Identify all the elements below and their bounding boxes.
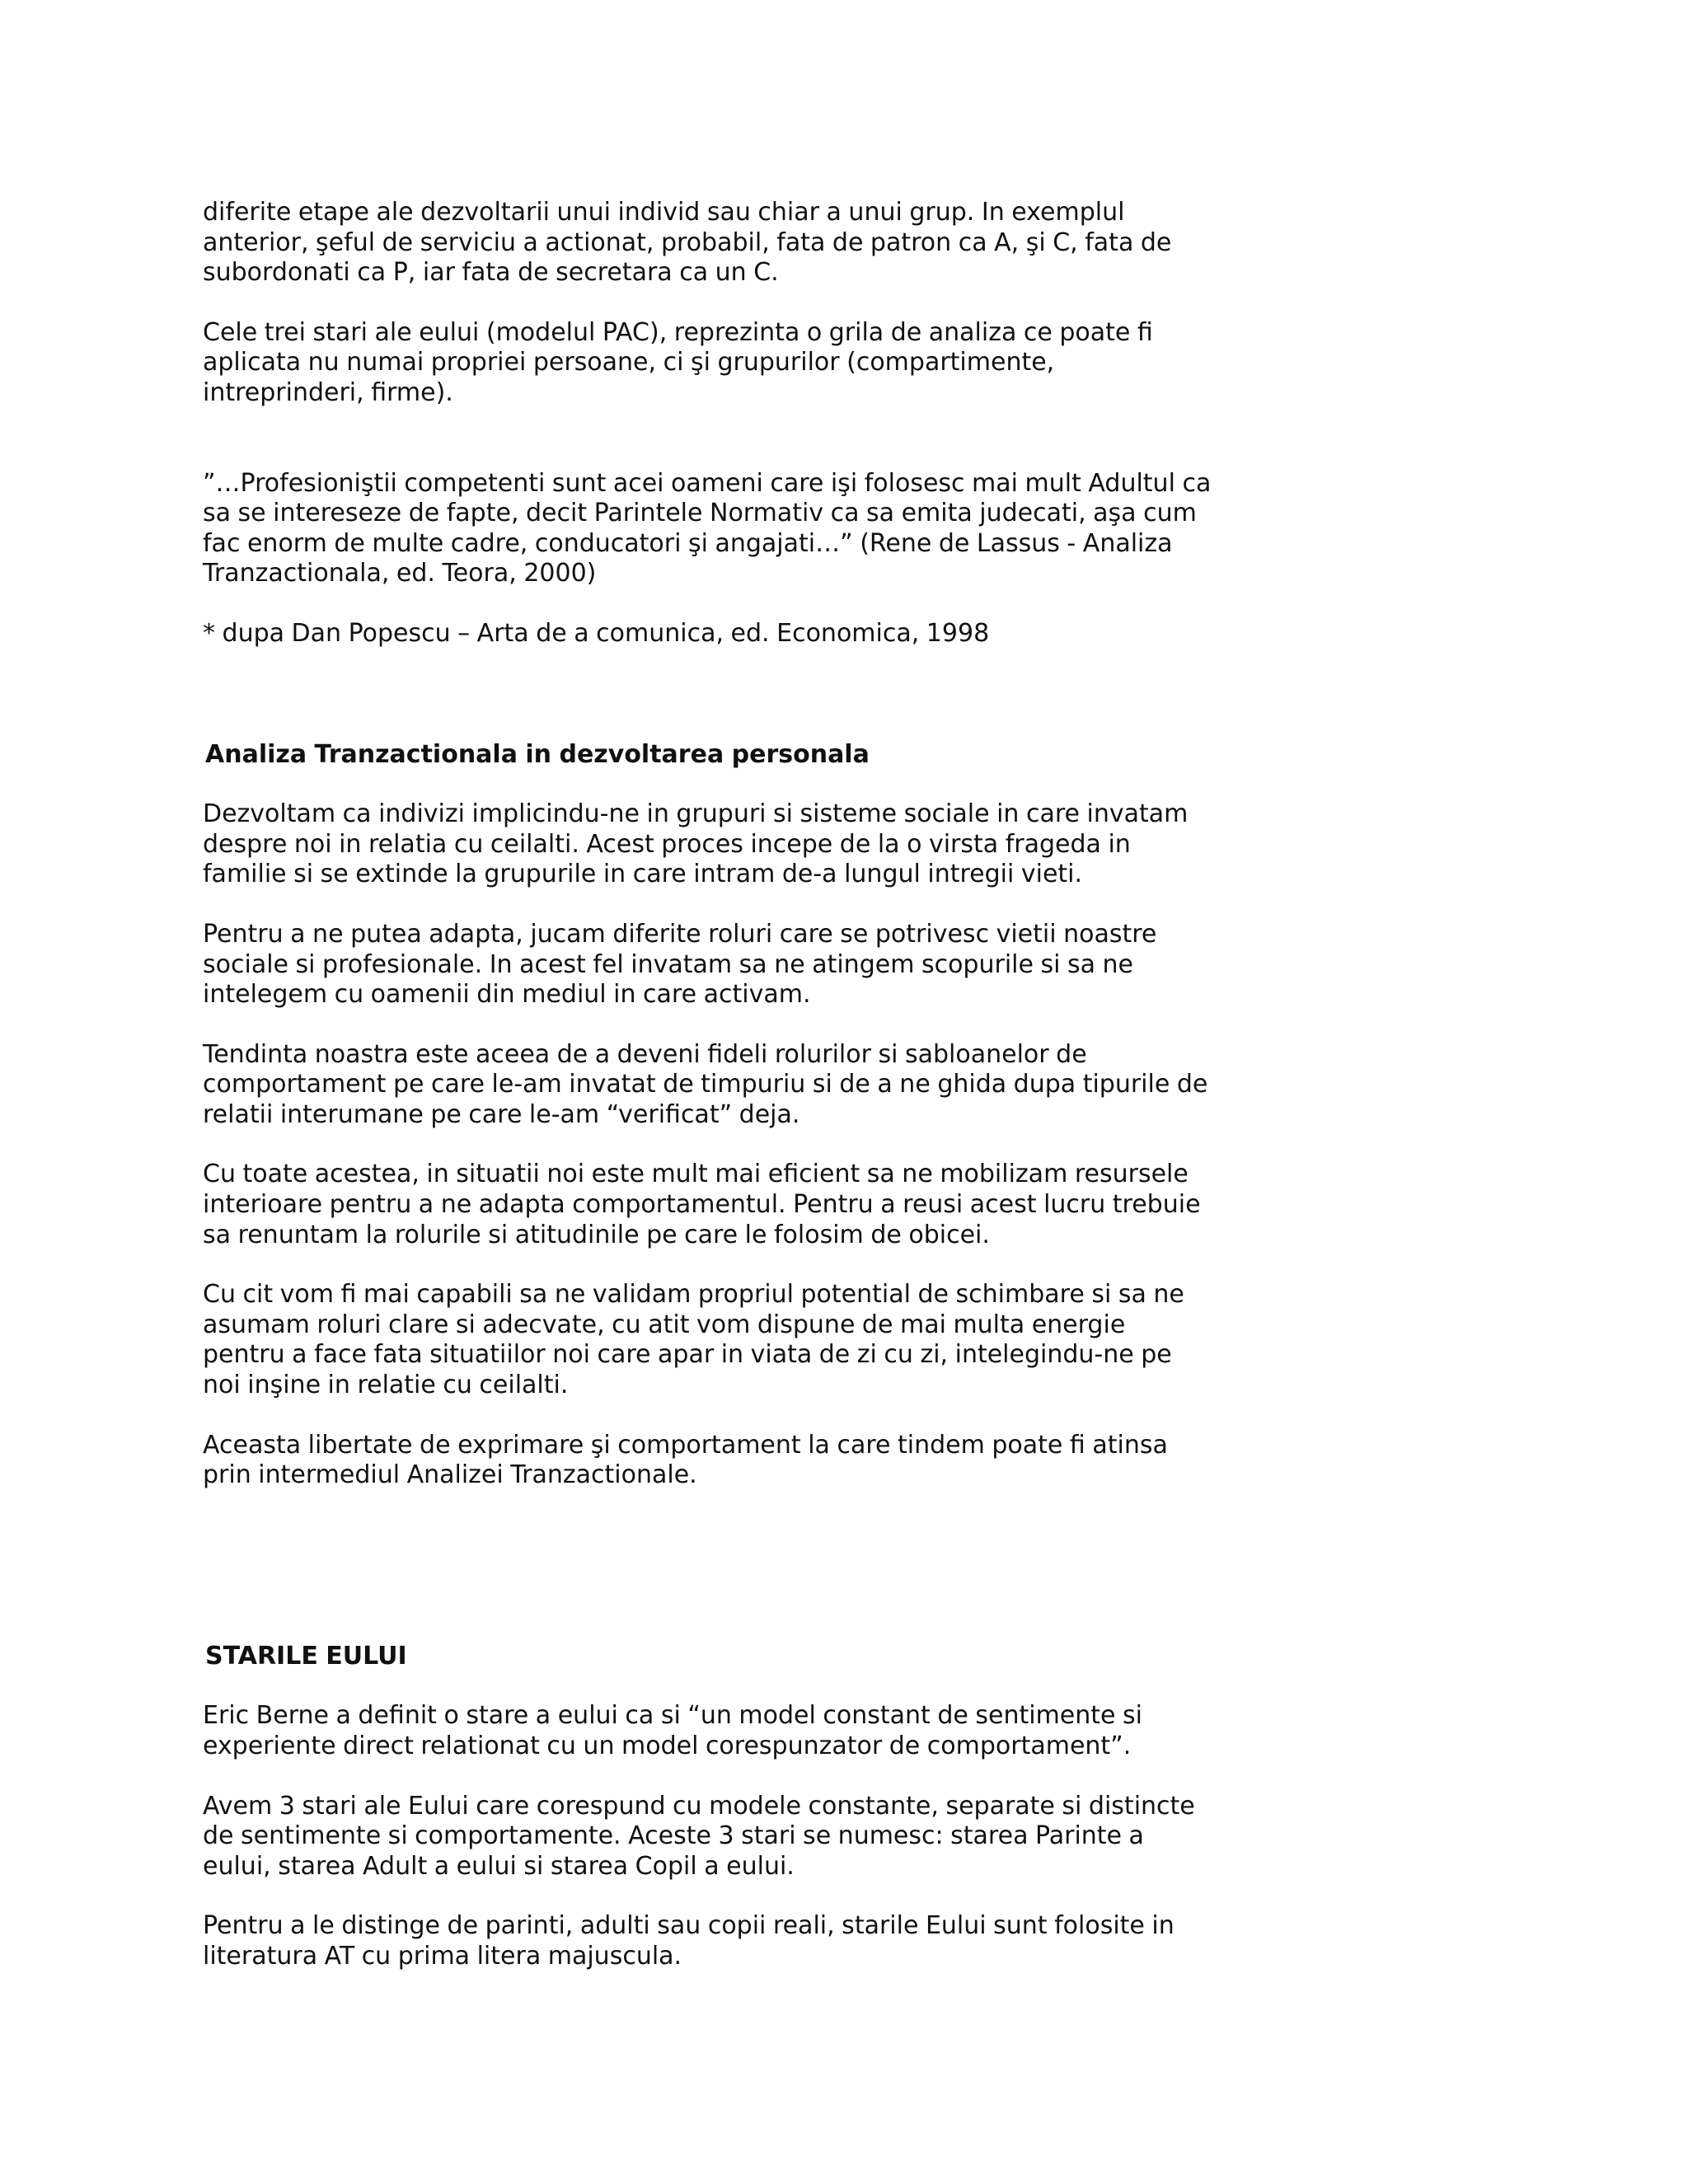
section-heading-personal-development: Analiza Tranzactionala in dezvoltarea personala: [205, 739, 870, 769]
text-line: aplicata nu numai propriei persoane, ci şi grupurilor (compartimente,: [203, 348, 1055, 377]
text-line: comportament pe care le-am invatat de timpuriu si de a ne ghida dupa tipurile de: [203, 1070, 1208, 1099]
source-note: * dupa Dan Popescu – Arta de a comunica, ed. Economica, 1998: [203, 618, 990, 648]
text-line: sa se intereseze de fapte, decit Parintele Normativ ca sa emita judecati, aşa cum: [203, 499, 1197, 528]
text-line: Avem 3 stari ale Eului care corespund cu modele constante, separate si distincte: [203, 1791, 1195, 1821]
text-line: despre noi in relatia cu ceilalti. Acest proces incepe de la o virsta frageda in: [203, 829, 1131, 859]
text-line: subordonati ca P, iar fata de secretara ca un C.: [203, 258, 779, 288]
text-line: Cu cit vom fi mai capabili sa ne validam propriul potential de schimbare si sa ne: [203, 1280, 1184, 1310]
text-line: Cu toate acestea, in situatii noi este mult mai eficient sa ne mobilizam resursele: [203, 1160, 1189, 1189]
text-line: noi inşine in relatie cu ceilalti.: [203, 1371, 569, 1400]
text-line: experiente direct relationat cu un model corespunzator de comportament”.: [203, 1732, 1132, 1760]
text-line: familie si se extinde la grupurile in care intram de-a lungul intregii vieti.: [203, 860, 1083, 889]
text-line: fac enorm de multe cadre, conducatori şi angajati…” (Rene de Lassus - Analiza: [203, 528, 1173, 558]
text-line: asumam roluri clare si adecvate, cu atit vom dispune de mai multa energie: [203, 1310, 1126, 1339]
text-line: Pentru a ne putea adapta, jucam diferite roluri care se potrivesc vietii noastre: [203, 919, 1157, 949]
text-line: ”…Profesioniştii competenti sunt acei oameni care işi folosesc mai mult Adultul ca: [203, 468, 1212, 498]
paragraph: [203, 1160, 1266, 1250]
text-line: Tendinta noastra este aceea de a deveni fideli rolurilor si sabloanelor de: [203, 1039, 1087, 1069]
text-line: Dezvoltam ca indivizi implicindu-ne in grupuri si sisteme sociale in care invatam: [203, 799, 1189, 829]
text-line: sa renuntam la rolurile si atitudinile pe care le folosim de obicei.: [203, 1220, 990, 1249]
paragraph: [203, 920, 1266, 1010]
text-line: sociale si profesionale. In acest fel invatam sa ne atingem scopurile si sa ne: [203, 949, 1134, 979]
text-line: diferite etape ale dezvoltarii unui individ sau chiar a unui grup. In exemplul: [203, 198, 1125, 227]
quote-paragraph: [203, 469, 1266, 589]
text-line: anterior, şeful de serviciu a actionat, probabil, fata de patron ca A, şi C, fata de: [203, 227, 1172, 257]
text-line: literatura AT cu prima litera majuscula.: [203, 1941, 682, 1971]
paragraph: [203, 1280, 1266, 1400]
text-line: de sentimente si comportamente. Aceste 3 stari se numesc: starea Parinte a: [203, 1821, 1144, 1851]
text-line: interioare pentru a ne adapta comportamentul. Pentru a reusi acest lucru trebuie: [203, 1190, 1201, 1220]
paragraph: [203, 1431, 1266, 1491]
text-line: pentru a face fata situatiilor noi care apar in viata de zi cu zi, intelegindu-ne pe: [203, 1340, 1172, 1370]
paragraph-pac-model: [203, 318, 1266, 409]
text-line: intreprinderi, firme).: [203, 377, 453, 407]
paragraph: [203, 1701, 1266, 1761]
text-line: Aceasta libertate de exprimare şi comportament la care tindem poate fi atinsa: [203, 1430, 1168, 1460]
text-line: relatii interumane pe care le-am “verificat” deja.: [203, 1099, 800, 1129]
text-line: Cele trei stari ale eului (modelul PAC), reprezinta o grila de analiza ce poate fi: [203, 317, 1153, 347]
text-line: eului, starea Adult a eului si starea Copil a eului.: [203, 1851, 795, 1881]
text-line: prin intermediul Analizei Tranzactionale.: [203, 1460, 697, 1490]
paragraph: [203, 799, 1266, 890]
text-line: Pentru a le distinge de parinti, adulti sau copii reali, starile Eului sunt folosite in: [203, 1911, 1175, 1941]
text-line: Eric Berne a definit o stare a eului ca si “un model constant de sentimente si: [203, 1701, 1142, 1731]
section-heading-ego-states: STARILE EULUI: [205, 1641, 407, 1671]
text-line: intelegem cu oamenii din mediul in care activam.: [203, 980, 811, 1010]
paragraph: [203, 1792, 1266, 1882]
document-page: [203, 198, 1266, 1972]
text-line: Tranzactionala, ed. Teora, 2000): [203, 559, 597, 588]
paragraph: [203, 1040, 1266, 1131]
paragraph: [203, 1911, 1266, 1971]
paragraph-intro: [203, 198, 1266, 288]
